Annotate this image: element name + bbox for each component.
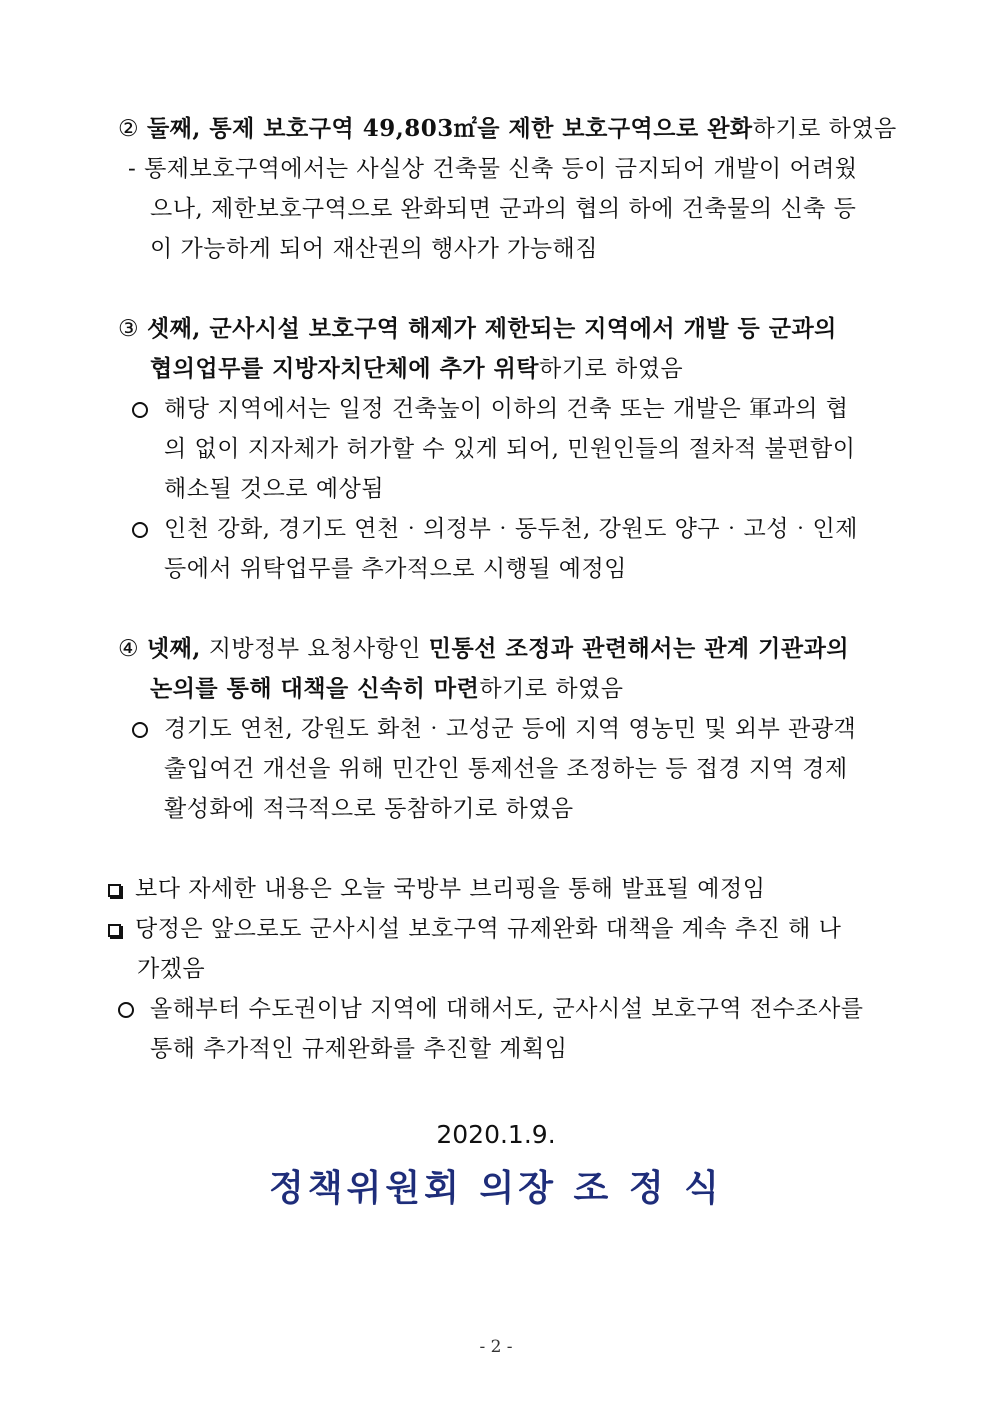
section-4-heading-line-2 [150, 673, 624, 705]
section-4-bullet-1-line-1 [132, 713, 856, 745]
section-3-rest-text: 하기로 하였음 [539, 356, 684, 382]
section-4-heading-line-1 [118, 633, 849, 665]
document-date: 2020.1.9. [436, 1120, 556, 1149]
circle-bullet-icon [118, 1002, 134, 1018]
section-2-number: ② [118, 116, 140, 142]
section-3-bullet-1-text-1: 해당 지역에서는 일정 건축높이 이하의 건축 또는 개발은 軍과의 협 [164, 396, 849, 422]
section-2-rest-text: 하기로 하였음 [752, 116, 897, 142]
circle-bullet-icon [132, 522, 148, 538]
section-3-bullet-2-line-2: 등에서 위탁업무를 추가적으로 시행될 예정임 [164, 556, 627, 582]
section-3-bullet-1-line-3: 해소될 것으로 예상됨 [164, 476, 385, 502]
section-3-number: ③ [118, 316, 140, 342]
section-2-sub-line-3: 이 가능하게 되어 재산권의 행사가 가능해짐 [150, 236, 598, 262]
page-number: - 2 - [479, 1337, 513, 1357]
circle-bullet-icon [132, 402, 148, 418]
square-bullet-icon [108, 884, 121, 897]
section-2-bold-text: 둘째, 통제 보호구역 49,803㎡을 제한 보호구역으로 완화 [146, 115, 753, 142]
closing-item-2-line-2: 가겠음 [137, 956, 206, 982]
dash-marker: - [128, 156, 137, 182]
signature: 정책위원회 의장 조 정 식 [269, 1168, 723, 1209]
section-3-bullet-1-line-1 [132, 393, 848, 425]
section-4-bold-text-1b: 민통선 조정과 관련해서는 관계 기관과의 [428, 635, 850, 662]
closing-item-1-text: 보다 자세한 내용은 오늘 국방부 브리핑을 통해 발표될 예정임 [135, 876, 766, 902]
closing-item-2-line-1 [108, 913, 841, 945]
section-4-bullet-1-line-2: 출입여건 개선을 위해 민간인 통제선을 조정하는 등 접경 지역 경제 [164, 756, 848, 782]
section-2-sub-text-1: 통제보호구역에서는 사실상 건축물 신축 등이 금지되어 개발이 어려웠 [144, 156, 858, 182]
closing-sub-line-2: 통해 추가적인 규제완화를 추진할 계획임 [150, 1036, 568, 1062]
closing-sub-text-1: 올해부터 수도권이남 지역에 대해서도, 군사시설 보호구역 전수조사를 [150, 996, 864, 1022]
section-3-heading-line-1 [118, 313, 837, 345]
section-2-sub-line-1 [128, 153, 858, 185]
closing-item-1 [108, 873, 765, 905]
section-3-bullet-1-line-2: 의 없이 지자체가 허가할 수 있게 되어, 민원인들의 절차적 불편함이 [164, 436, 856, 462]
section-2-sub-line-2: 으나, 제한보호구역으로 완화되면 군과의 협의 하에 건축물의 신축 등 [150, 196, 857, 222]
section-4-bold-text-2: 논의를 통해 대책을 신속히 마련 [150, 675, 480, 702]
section-4-bold-text-1a: 넷째, [146, 635, 201, 662]
square-bullet-icon [108, 924, 121, 937]
section-4-bullet-1-line-3: 활성화에 적극적으로 동참하기로 하였음 [164, 796, 574, 822]
section-3-bullet-2-line-1 [132, 513, 858, 545]
section-4-bullet-1-text-1: 경기도 연천, 강원도 화천‧고성군 등에 지역 영농민 및 외부 관광객 [164, 716, 857, 742]
closing-item-2-text-1: 당정은 앞으로도 군사시설 보호구역 규제완화 대책을 계속 추진 해 나 [135, 916, 842, 942]
section-3-heading-line-2 [150, 353, 683, 385]
section-3-bullet-2-text-1: 인천 강화, 경기도 연천‧의정부‧동두천, 강원도 양구‧고성‧인제 [164, 516, 858, 542]
closing-sub-line-1 [118, 993, 864, 1025]
section-3-bold-text-1: 셋째, 군사시설 보호구역 해제가 제한되는 지역에서 개발 등 군과의 [146, 315, 837, 342]
section-3-bold-text-2: 협의업무를 지방자치단체에 추가 위탁 [150, 355, 540, 382]
section-4-plain-text: 지방정부 요청사항인 [200, 636, 429, 662]
section-2-heading [118, 113, 897, 145]
circle-bullet-icon [132, 722, 148, 738]
section-4-number: ④ [118, 636, 140, 662]
section-4-rest-text: 하기로 하였음 [479, 676, 624, 702]
